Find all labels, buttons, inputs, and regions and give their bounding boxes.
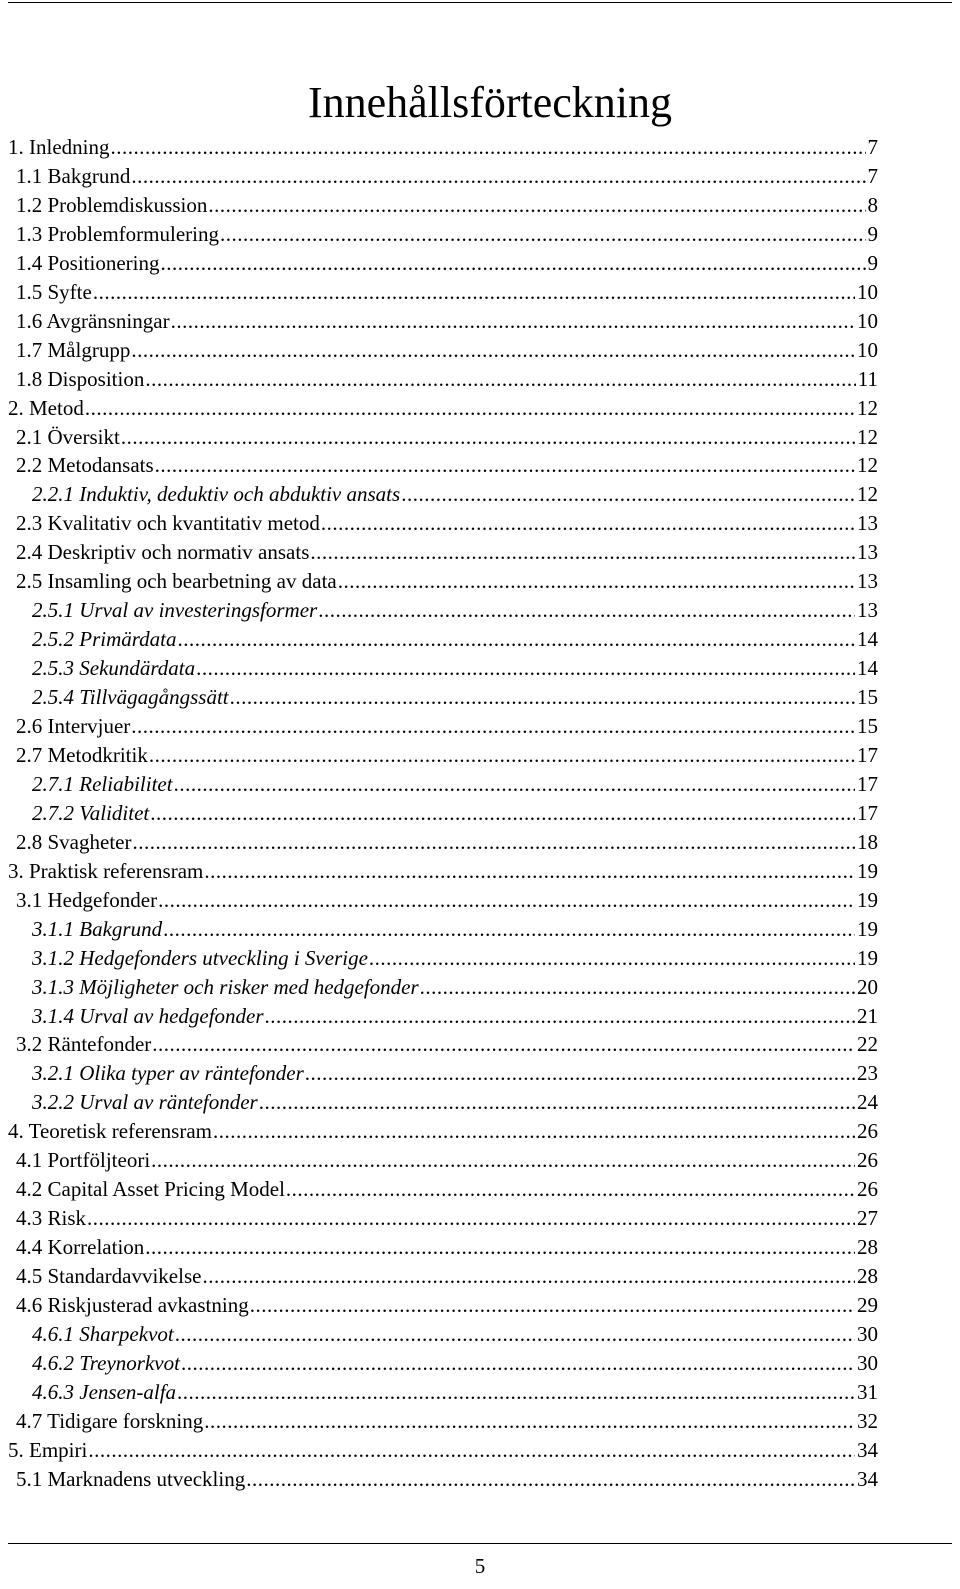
toc-entry-label: 4.4 Korrelation	[16, 1235, 145, 1260]
toc-dot-leader	[401, 480, 855, 509]
toc-dot-leader	[246, 1465, 855, 1494]
toc-entry[interactable]	[0, 1465, 878, 1494]
toc-entry-label: 4.7 Tidigare forskning	[16, 1408, 204, 1433]
toc-dot-leader	[87, 1204, 855, 1233]
toc-entry[interactable]	[0, 1117, 878, 1146]
toc-dot-leader	[163, 915, 855, 944]
toc-dot-leader	[171, 307, 855, 336]
toc-dot-leader	[318, 596, 855, 625]
toc-dot-leader	[175, 1320, 855, 1349]
toc-entry[interactable]	[0, 365, 878, 394]
toc-dot-leader	[85, 394, 855, 423]
toc-entry-page: 19	[857, 916, 878, 941]
toc-dot-leader	[196, 654, 855, 683]
bottom-rule	[8, 1543, 952, 1544]
toc-entry[interactable]	[0, 249, 878, 278]
toc-entry-page: 10	[857, 337, 878, 362]
toc-dot-leader	[286, 1175, 855, 1204]
toc-entry[interactable]	[0, 133, 878, 162]
toc-entry-label: 2.7.2 Validitet	[32, 800, 150, 825]
toc-entry-page: 14	[857, 627, 878, 652]
toc-dot-leader	[338, 567, 855, 596]
toc-dot-leader	[202, 1262, 855, 1291]
toc-entry[interactable]	[0, 451, 878, 480]
toc-dot-leader	[220, 220, 866, 249]
toc-entry-page: 17	[857, 800, 878, 825]
toc-entry-label: 4.2 Capital Asset Pricing Model	[16, 1177, 285, 1202]
toc-entry-page: 12	[857, 482, 878, 507]
toc-entry-page: 20	[857, 974, 878, 999]
toc-entry-page: 24	[857, 1090, 878, 1115]
toc-dot-leader	[145, 1233, 855, 1262]
toc-entry[interactable]	[0, 625, 878, 654]
toc-entry-label: 3.1 Hedgefonder	[16, 887, 158, 912]
toc-entry[interactable]	[0, 973, 878, 1002]
toc-entry-label: 3.2.2 Urval av räntefonder	[32, 1090, 258, 1115]
toc-entry[interactable]	[0, 1059, 878, 1088]
toc-entry[interactable]	[0, 567, 878, 596]
toc-entry-label: 3.1.3 Möjligheter och risker med hedgefonder	[32, 974, 419, 999]
toc-entry-label: 3.2.1 Olika typer av räntefonder	[32, 1061, 304, 1086]
toc-entry[interactable]	[0, 278, 878, 307]
toc-dot-leader	[131, 162, 865, 191]
toc-entry-page: 28	[857, 1264, 878, 1289]
toc-entry-label: 4. Teoretisk referensram	[8, 1119, 212, 1144]
toc-dot-leader	[230, 683, 855, 712]
toc-entry[interactable]	[0, 828, 878, 857]
toc-dot-leader	[88, 1436, 855, 1465]
toc-dot-leader	[161, 249, 866, 278]
toc-entry-label: 1.7 Målgrupp	[16, 337, 131, 362]
toc-dot-leader	[150, 799, 855, 828]
toc-entry-label: 1. Inledning	[8, 135, 110, 159]
toc-entry[interactable]	[0, 944, 878, 973]
toc-dot-leader	[110, 133, 865, 162]
toc-entry-page: 7	[867, 135, 878, 159]
toc-dot-leader	[151, 1146, 855, 1175]
toc-entry[interactable]	[0, 480, 878, 509]
toc-entry-label: 1.5 Syfte	[16, 279, 92, 304]
toc-entry-label: 3. Praktisk referensram	[8, 858, 204, 883]
toc-entry-label: 2.4 Deskriptiv och normativ ansats	[16, 540, 310, 565]
toc-entry-page: 22	[857, 1032, 878, 1057]
toc-entry-page: 32	[857, 1408, 878, 1433]
toc-entry-page: 17	[857, 771, 878, 796]
toc-dot-leader	[265, 1002, 855, 1031]
toc-entry-label: 2.1 Översikt	[16, 424, 120, 449]
toc-entry[interactable]	[0, 1175, 878, 1204]
toc-entry[interactable]	[0, 1349, 878, 1378]
toc-entry-page: 9	[867, 221, 878, 246]
toc-entry-page: 12	[857, 395, 878, 420]
toc-entry-page: 13	[857, 569, 878, 594]
toc-entry-label: 2.2 Metodansats	[16, 453, 154, 478]
toc-entry-label: 2.7 Metodkritik	[16, 742, 148, 767]
toc-dot-leader	[155, 451, 855, 480]
toc-entry[interactable]	[0, 1002, 878, 1031]
toc-entry[interactable]	[0, 857, 878, 886]
toc-entry-page: 30	[857, 1350, 878, 1375]
toc-dot-leader	[152, 1030, 855, 1059]
toc-entry-page: 28	[857, 1235, 878, 1260]
toc-entry-label: 2.5 Insamling och bearbetning av data	[16, 569, 337, 594]
toc-dot-leader	[204, 857, 855, 886]
toc-entry-label: 1.4 Positionering	[16, 250, 160, 275]
toc-entry-page: 10	[857, 308, 878, 333]
toc-entry-label: 5.1 Marknadens utveckling	[16, 1466, 246, 1491]
toc-entry-page: 34	[857, 1466, 878, 1491]
toc-dot-leader	[145, 365, 855, 394]
toc-dot-leader	[132, 828, 855, 857]
toc-entry[interactable]	[0, 1262, 878, 1291]
toc-entry-page: 31	[857, 1379, 878, 1404]
toc-dot-leader	[174, 770, 855, 799]
toc-entry[interactable]	[0, 915, 878, 944]
toc-entry[interactable]	[0, 1233, 878, 1262]
toc-entry-page: 18	[857, 829, 878, 854]
toc-entry-label: 5. Empiri	[8, 1437, 88, 1462]
toc-entry-page: 26	[857, 1119, 878, 1144]
toc-entry-label: 1.8 Disposition	[16, 366, 145, 391]
toc-dot-leader	[177, 1378, 855, 1407]
toc-entry-label: 1.1 Bakgrund	[16, 163, 131, 188]
toc-entry[interactable]	[0, 1436, 878, 1465]
toc-dot-leader	[204, 1407, 855, 1436]
toc-dot-leader	[369, 944, 855, 973]
toc-entry-label: 3.1.4 Urval av hedgefonder	[32, 1003, 264, 1028]
toc-entry-label: 4.3 Risk	[16, 1206, 87, 1231]
toc-entry-label: 3.1.1 Bakgrund	[32, 916, 163, 941]
toc-entry[interactable]	[0, 307, 878, 336]
toc-dot-leader	[259, 1088, 855, 1117]
toc-entry[interactable]	[0, 162, 878, 191]
toc-dot-leader	[321, 509, 855, 538]
toc-entry[interactable]	[0, 683, 878, 712]
toc-dot-leader	[158, 886, 855, 915]
toc-entry-page: 7	[867, 163, 878, 188]
toc-entry-label: 2.5.1 Urval av investeringsformer	[32, 598, 318, 623]
toc-entry-label: 4.6.3 Jensen-alfa	[32, 1379, 177, 1404]
toc-entry-label: 3.2 Räntefonder	[16, 1032, 152, 1057]
toc-entry-label: 3.1.2 Hedgefonders utveckling i Sverige	[32, 945, 368, 970]
toc-entry-label: 2.3 Kvalitativ och kvantitativ metod	[16, 511, 320, 536]
toc-entry-label: 2.7.1 Reliabilitet	[32, 771, 173, 796]
page-title-text: Innehållsförteckning	[307, 78, 673, 128]
toc-entry-page: 19	[857, 945, 878, 970]
toc-entry[interactable]	[0, 394, 878, 423]
toc-entry-label: 2.5.3 Sekundärdata	[32, 656, 196, 681]
toc-entry-label: 1.2 Problemdiskussion	[16, 192, 208, 217]
toc-entry[interactable]	[0, 1146, 878, 1175]
toc-entry-page: 21	[857, 1003, 878, 1028]
toc-entry[interactable]	[0, 191, 878, 220]
toc-entry[interactable]	[0, 654, 878, 683]
toc-dot-leader	[93, 278, 855, 307]
page-title	[0, 77, 960, 128]
toc-dot-leader	[131, 336, 855, 365]
toc-entry[interactable]	[0, 509, 878, 538]
toc-entry[interactable]	[0, 336, 878, 365]
toc-entry-page: 29	[857, 1293, 878, 1317]
toc-entry[interactable]	[0, 799, 878, 828]
toc-entry-page: 12	[857, 453, 878, 478]
toc-entry-page: 30	[857, 1321, 878, 1346]
toc-entry[interactable]	[0, 538, 878, 567]
toc-entry-page: 13	[857, 511, 878, 536]
toc-entry-page: 27	[857, 1206, 878, 1231]
toc-entry[interactable]	[0, 220, 878, 249]
toc-entry[interactable]	[0, 1088, 878, 1117]
toc-entry-page: 9	[867, 250, 878, 275]
toc-entry-page: 26	[857, 1148, 878, 1173]
toc-entry-label: 1.3 Problemformulering	[16, 221, 219, 246]
toc-entry-label: 4.6.1 Sharpekvot	[32, 1321, 174, 1346]
toc-entry-label: 2.5.2 Primärdata	[32, 627, 177, 652]
toc-dot-leader	[208, 191, 865, 220]
toc-entry-label: 2.6 Intervjuer	[16, 714, 131, 738]
toc-entry-page: 13	[857, 598, 878, 623]
toc-entry-label: 2.8 Svagheter	[16, 829, 132, 854]
toc-entry[interactable]	[0, 1320, 878, 1349]
page-number	[0, 1554, 960, 1579]
toc-entry-label: 4.6 Riskjusterad avkastning	[16, 1293, 249, 1317]
toc-entry[interactable]	[0, 1291, 878, 1320]
toc-entry-page: 12	[857, 424, 878, 449]
toc-entry[interactable]	[0, 741, 878, 770]
toc-entry-page: 17	[857, 742, 878, 767]
toc-entry-page: 14	[857, 656, 878, 681]
toc-entry-label: 2. Metod	[8, 395, 84, 420]
toc-entry-page: 26	[857, 1177, 878, 1202]
toc-entry-page: 23	[857, 1061, 878, 1086]
toc-entry[interactable]	[0, 1204, 878, 1233]
toc-entry-page: 13	[857, 540, 878, 565]
toc-entry[interactable]	[0, 712, 878, 741]
toc-entry[interactable]	[0, 423, 878, 452]
toc-entry-label: 2.2.1 Induktiv, deduktiv och abduktiv ansats	[32, 482, 401, 507]
page-number-text: 5	[474, 1554, 486, 1578]
toc-entry-page: 15	[857, 685, 878, 710]
toc-entry-label: 1.6 Avgränsningar	[16, 308, 170, 333]
toc-dot-leader	[149, 741, 855, 770]
toc-entry[interactable]	[0, 1030, 878, 1059]
toc-dot-leader	[121, 423, 855, 452]
toc-entry-page: 10	[857, 279, 878, 304]
toc-dot-leader	[181, 1349, 855, 1378]
toc-entry-page: 8	[867, 192, 878, 217]
toc-entry-label: 4.5 Standardavvikelse	[16, 1264, 202, 1289]
toc-entry-label: 4.1 Portföljteori	[16, 1148, 151, 1173]
toc-entry[interactable]	[0, 596, 878, 625]
toc-dot-leader	[213, 1117, 855, 1146]
toc-entry[interactable]	[0, 886, 878, 915]
toc-entry-page: 19	[857, 858, 878, 883]
toc-entry[interactable]	[0, 1407, 878, 1436]
toc-entry-page: 19	[857, 887, 878, 912]
toc-entry[interactable]	[0, 1378, 878, 1407]
toc-entry-page: 34	[857, 1437, 878, 1462]
toc-dot-leader	[250, 1291, 855, 1320]
toc-dot-leader	[131, 712, 855, 741]
toc-entry-page: 11	[857, 366, 878, 391]
toc-entry[interactable]	[0, 770, 878, 799]
toc-entry-page: 15	[857, 714, 878, 738]
toc-dot-leader	[177, 625, 855, 654]
top-rule	[8, 2, 952, 3]
toc-entry-label: 2.5.4 Tillvägagångssätt	[32, 685, 229, 710]
toc-entry-label: 4.6.2 Treynorkvot	[32, 1350, 180, 1375]
toc-dot-leader	[310, 538, 855, 567]
toc-dot-leader	[420, 973, 855, 1002]
toc-dot-leader	[305, 1059, 855, 1088]
